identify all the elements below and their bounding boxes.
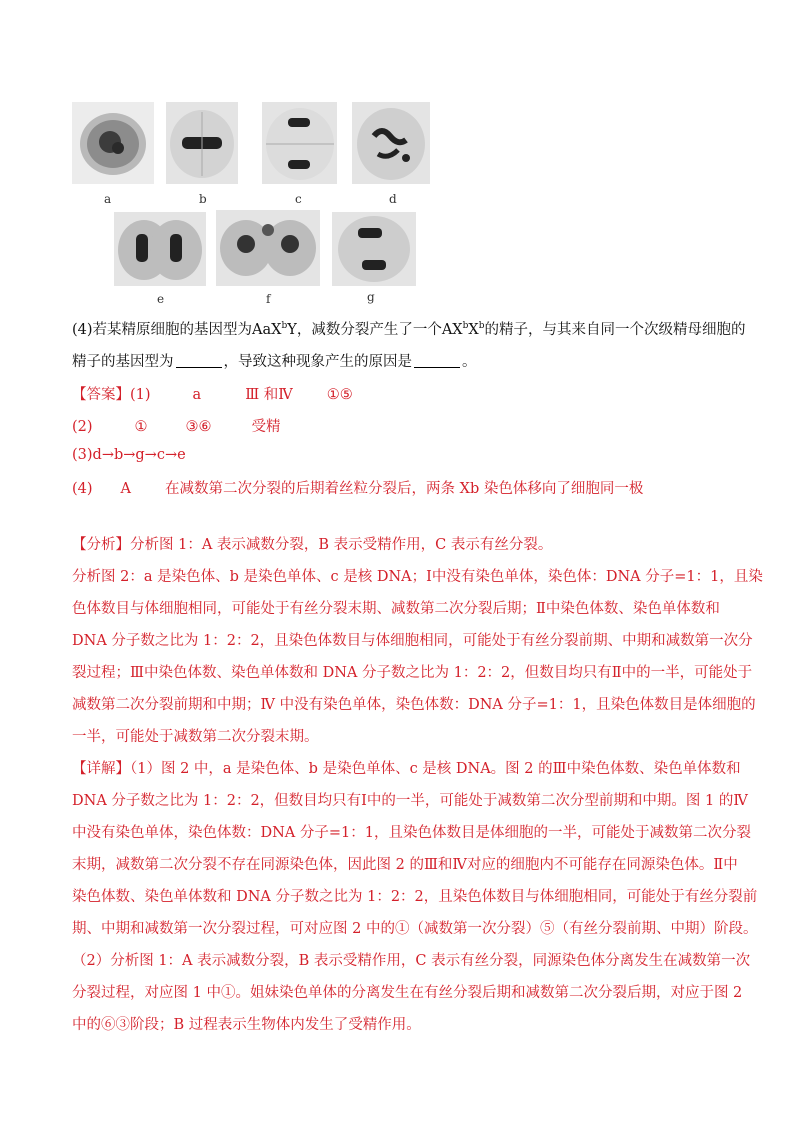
caption-g: g (367, 290, 375, 304)
answer-blank-2 (414, 355, 460, 368)
analysis-tag: 【分析】 (72, 537, 130, 553)
detail-tag: 【详解】 (72, 761, 130, 777)
detail-line-4: 末期，减数第二次分裂不存在同源染色体，因此图 2 的Ⅲ和Ⅳ对应的细胞内不可能存在同源染色体。Ⅱ中 (72, 857, 738, 873)
micrograph-b (166, 102, 238, 184)
detail-line-9: 中的⑥③阶段；B 过程表示生物体内发生了受精作用。 (72, 1017, 421, 1033)
answer-blank-1 (176, 355, 222, 368)
caption-a: a (104, 192, 112, 206)
micrograph-a (72, 102, 154, 184)
analysis-line-6: 减数第二次分裂前期和中期；Ⅳ 中没有染色单体，染色体数：DNA 分子=1：1，且染色体数目是体细胞的 (72, 697, 756, 713)
question-4-line-1: (4)若某精原细胞的基因型为AaX$^b$Y，减数分裂产生了一个$AX^bX^b$的精子，与其来自同一个次级精母细胞的 (72, 321, 746, 338)
analysis-line-3: 色体数目与体细胞相同，可能处于有丝分裂末期、减数第二次分裂后期；Ⅱ中染色体数、染色单体数和 (72, 601, 720, 617)
micrograph-c (262, 102, 337, 184)
answer-row-4: (4) A 在减数第二次分裂的后期着丝粒分裂后，两条 Xb 染色体移向了细胞同一极 (72, 481, 644, 497)
analysis-line-5: 裂过程；Ⅲ中染色体数、染色单体数和 DNA 分子数之比为 1：2：2，但数目均只有Ⅱ中的一半，可能处于 (72, 665, 753, 681)
detail-line-6: 期、中期和减数第一次分裂过程，可对应图 2 中的①（减数第一次分裂）⑤（有丝分裂前期、中期）阶段。 (72, 921, 758, 937)
caption-e: e (157, 292, 165, 306)
detail-line-2: DNA 分子数之比为 1：2：2，但数目均只有Ⅰ中的一半，可能处于减数第二次分型前期和中期。图 1 的Ⅳ (72, 793, 748, 809)
detail-line-5: 染色体数、染色单体数和 DNA 分子数之比为 1：2：2，且染色体数目与体细胞相同，可能处于有丝分裂前 (72, 889, 758, 905)
analysis-line-7: 一半，可能处于减数第二次分裂末期。 (72, 729, 319, 745)
answer-tag: 【答案】 (72, 387, 130, 403)
analysis-line-2: 分析图 2：a 是染色体、b 是染色单体、c 是核 DNA；Ⅰ中没有染色单体，染色体：DNA 分子=1：1，且染 (72, 569, 763, 585)
micrograph-e (114, 212, 206, 286)
analysis-line-4: DNA 分子数之比为 1：2：2，且染色体数目与体细胞相同，可能处于有丝分裂前期、中期和减数第一次分 (72, 633, 753, 649)
answer-row-1: 【答案】(1) a Ⅲ 和Ⅳ ①⑤ (72, 387, 353, 403)
detail-line-7: （2）分析图 1：A 表示减数分裂，B 表示受精作用，C 表示有丝分裂，同源染色体分离发生在减数第一次 (72, 953, 751, 969)
micrograph-g (332, 212, 416, 286)
analysis-line-1: 【分析】分析图 1：A 表示减数分裂，B 表示受精作用，C 表示有丝分裂。 (72, 537, 553, 553)
detail-line-8: 分裂过程，对应图 1 中①。姐妹染色单体的分离发生在有丝分裂后期和减数第二次分裂后期，对应于图 2 (72, 985, 743, 1001)
micrograph-d (352, 102, 430, 184)
caption-b: b (199, 192, 207, 206)
answer-row-3: (3)d→b→g→c→e (72, 447, 186, 463)
detail-line-1: 【详解】（1）图 2 中，a 是染色体、b 是染色单体、c 是核 DNA。图 2 的Ⅲ中染色体数、染色单体数和 (72, 761, 741, 777)
caption-d: d (389, 192, 397, 206)
question-4-line-2: 精子的基因型为 ，导致这种现象产生的原因是 。 (72, 354, 477, 370)
micrograph-f (216, 210, 320, 286)
detail-line-3: 中没有染色单体，染色体数：DNA 分子=1：1，且染色体数目是体细胞的一半，可能处于减数第二次分裂 (72, 825, 751, 841)
caption-c: c (295, 192, 302, 206)
answer-row-2: (2) ① ③⑥ 受精 (72, 419, 281, 435)
caption-f: f (266, 292, 271, 306)
